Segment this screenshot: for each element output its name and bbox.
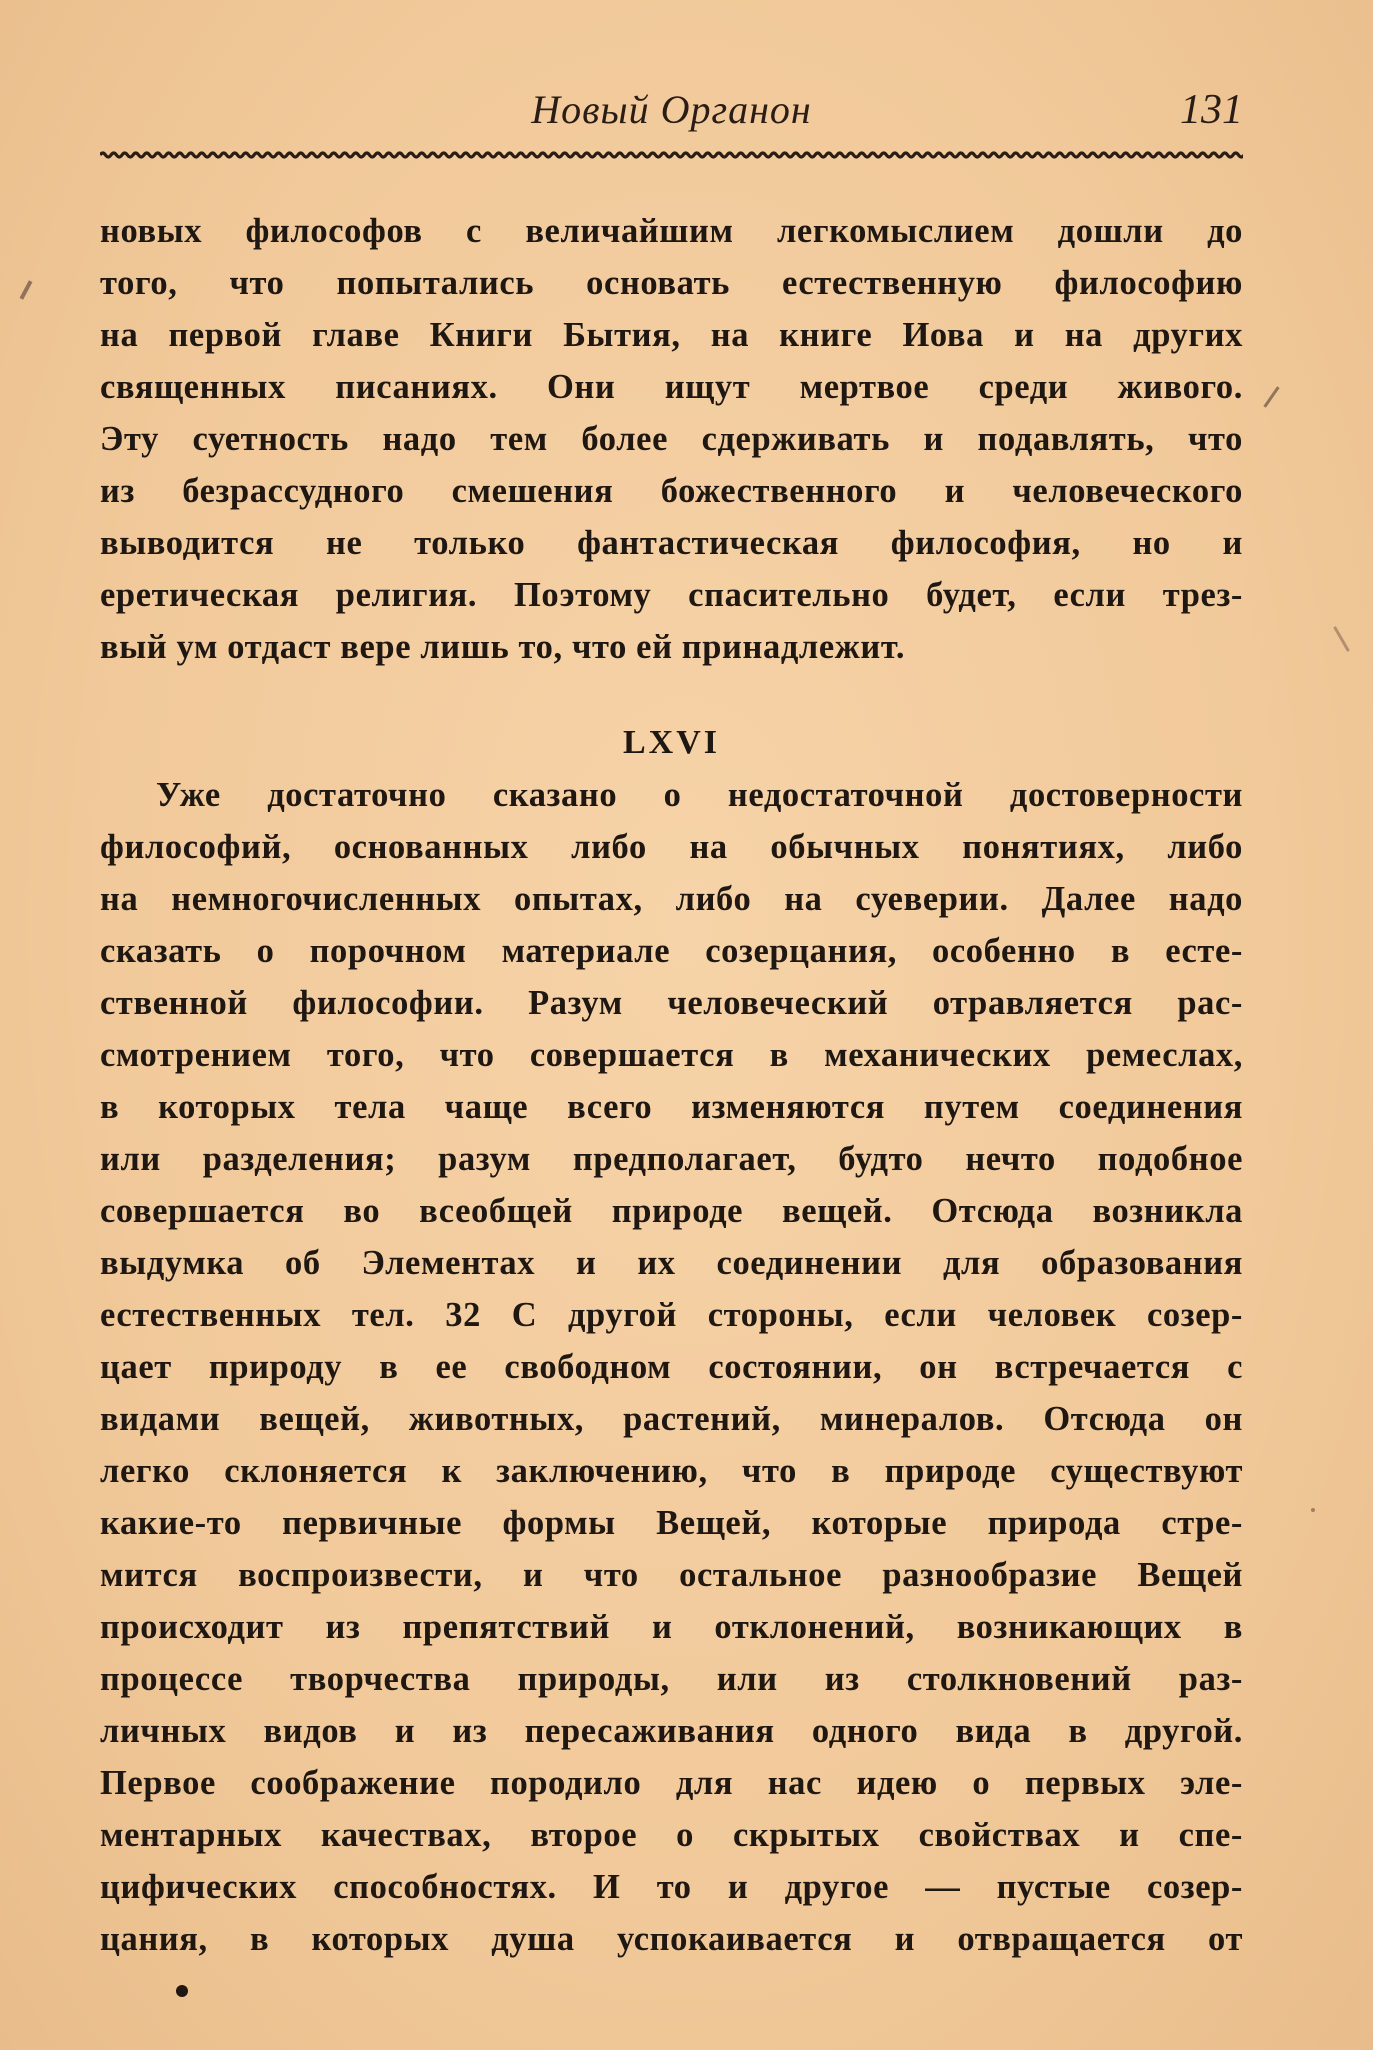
text-line: цания, в которых душа успокаивается и отвращается от — [100, 1920, 1243, 1958]
margin-pencil-mark — [1333, 626, 1350, 652]
text-line: происходит из препятствий и отклонений, возникающих в — [100, 1608, 1243, 1646]
text-line: в которых тела чаще всего изменяются путем соединения — [100, 1088, 1243, 1126]
text-line: мится воспроизвести, и что остальное разнообразие Вещей — [100, 1556, 1243, 1594]
text-line: смотрением того, что совершается в механических ремеслах, — [100, 1036, 1243, 1074]
text-line: естественных тел. 32 С другой стороны, если человек созер- — [100, 1296, 1243, 1334]
paragraph-lxvi — [100, 769, 1243, 1965]
section-heading: LXVI — [622, 724, 721, 761]
text-line: какие-то первичные формы Вещей, которые природа стре- — [100, 1504, 1243, 1542]
text-line: видами вещей, животных, растений, минералов. Отсюда он — [100, 1400, 1243, 1438]
text-line: выводится не только фантастическая философия, но и — [100, 524, 1243, 562]
margin-pencil-mark — [1263, 386, 1279, 407]
text-line: Первое соображение породило для нас идею о первых эле- — [100, 1764, 1243, 1802]
main-text — [100, 205, 1243, 1965]
text-line: сказать о порочном материале созерцания, особенно в есте- — [100, 932, 1243, 970]
text-line: Уже достаточно сказано о недостаточной достоверности — [156, 776, 1243, 814]
margin-speck — [1311, 1508, 1315, 1512]
text-line: того, что попытались основать естественную философию — [100, 264, 1243, 302]
text-line: философий, основанных либо на обычных понятиях, либо — [100, 828, 1243, 866]
text-line: Эту суетность надо тем более сдерживать и подавлять, что — [100, 420, 1243, 458]
text-line: личных видов и из пересаживания одного вида в другой. — [100, 1712, 1243, 1750]
text-line: совершается во всеобщей природе вещей. Отсюда возникла — [100, 1192, 1243, 1230]
margin-pencil-mark — [20, 280, 33, 300]
text-line: ственной философии. Разум человеческий отравляется рас- — [100, 984, 1243, 1022]
text-line: вый ум отдаст вере лишь то, что ей принадлежит. — [100, 628, 906, 666]
running-head — [100, 86, 1243, 146]
text-line: на первой главе Книги Бытия, на книге Иова и на других — [100, 316, 1243, 354]
text-line: священных писаниях. Они ищут мертвое среди живого. — [100, 368, 1243, 406]
paragraph-continued — [100, 205, 1243, 673]
text-line: процессе творчества природы, или из столкновений раз- — [100, 1660, 1243, 1698]
text-line: ментарных качествах, второе о скрытых свойствах и спе- — [100, 1816, 1243, 1854]
text-line: легко склоняется к заключению, что в природе существуют — [100, 1452, 1243, 1490]
text-line: на немногочисленных опытах, либо на суеверии. Далее надо — [100, 880, 1243, 918]
ink-blot — [176, 1985, 188, 1997]
text-line: цифических способностях. И то и другое — пустые созер- — [100, 1868, 1243, 1906]
text-line: или разделения; разум предполагает, будто нечто подобное — [100, 1140, 1243, 1178]
text-line: из безрассудного смешения божественного и человеческого — [100, 472, 1243, 510]
text-line: еретическая религия. Поэтому спасительно будет, если трез- — [100, 576, 1243, 614]
text-line: выдумка об Элементах и их соединении для образования — [100, 1244, 1243, 1282]
wavy-rule-ornament — [100, 148, 1243, 162]
text-line: цает природу в ее свободном состоянии, он встречается с — [100, 1348, 1243, 1386]
text-line: новых философов с величайшим легкомыслием дошли до — [100, 212, 1243, 250]
page-number: 131 — [1180, 87, 1243, 133]
running-title: Новый Органон — [531, 87, 812, 132]
